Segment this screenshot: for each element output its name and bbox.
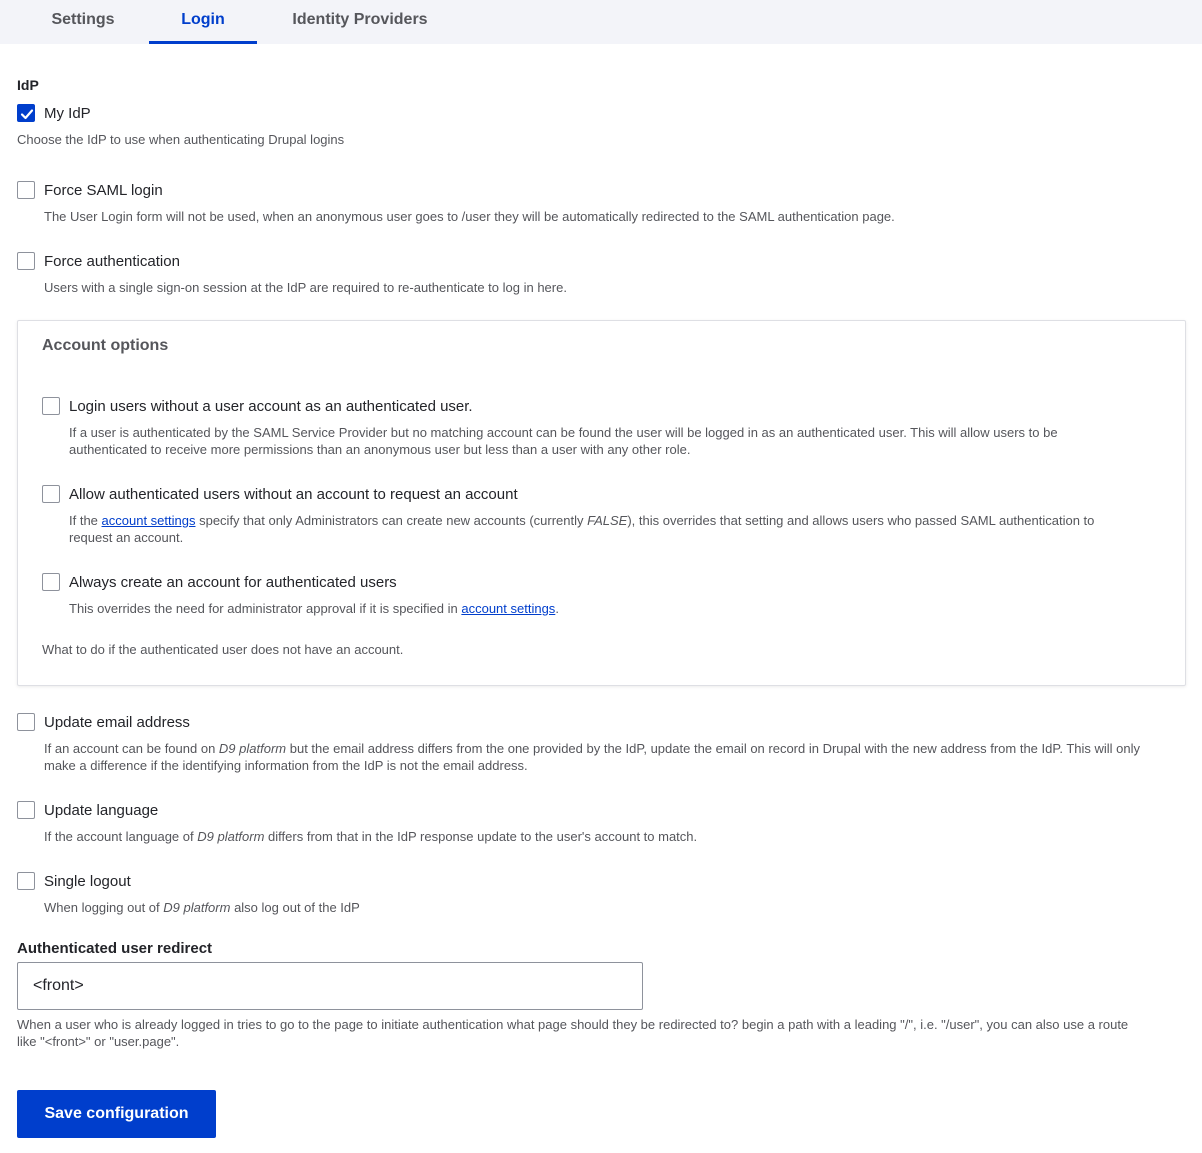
- update-language-label[interactable]: Update language: [44, 802, 159, 819]
- update-language-description: [44, 828, 697, 845]
- checkmark-icon: [20, 107, 34, 121]
- single-logout-description: [44, 899, 360, 916]
- always-create-desc-suffix: .: [555, 601, 559, 616]
- force-saml-checkbox[interactable]: [17, 181, 35, 199]
- force-saml-description: The User Login form will not be used, when an anonymous user goes to /user they will be automatically redirected to the SAML authentication page.: [44, 209, 895, 224]
- tab-bar: [0, 0, 1202, 44]
- single-logout-desc-prefix: When logging out of: [44, 900, 164, 915]
- redirect-label: Authenticated user redirect: [17, 940, 213, 957]
- update-language-desc-prefix: If the account language of: [44, 829, 198, 844]
- update-email-checkbox[interactable]: [17, 713, 35, 731]
- force-saml-label[interactable]: Force SAML login: [44, 182, 163, 199]
- update-email-label[interactable]: Update email address: [44, 714, 190, 731]
- request-account-desc-value: FALSE: [587, 513, 628, 528]
- tab-identity-providers[interactable]: [272, 0, 448, 44]
- update-language-desc-suffix: differs from that in the IdP response update to the user's account to match.: [264, 829, 698, 844]
- always-create-account-label[interactable]: Always create an account for authenticated users: [69, 574, 397, 591]
- single-logout-checkbox[interactable]: [17, 872, 35, 890]
- tab-login-label: Login: [181, 11, 225, 28]
- request-account-desc-suffix: ), this overrides that setting and allows users who passed SAML authentication to: [627, 513, 1095, 528]
- login-without-account-checkbox[interactable]: [42, 397, 60, 415]
- login-without-account-description: [69, 424, 1169, 458]
- request-account-checkbox[interactable]: [42, 485, 60, 503]
- redirect-description-line1: When a user who is already logged in tries to go to the page to initiate authentication what page should they be redirected to? begin a path with a leading "/", i.e. "/user", you can also use a route: [17, 1017, 1129, 1032]
- login-without-account-description-line2: authenticated to receive more permissions than an anonymous user but less than a user with any other role.: [69, 442, 691, 457]
- update-email-desc-site: D9 platform: [218, 741, 287, 756]
- idp-heading: IdP: [17, 77, 39, 93]
- account-settings-link[interactable]: account settings: [101, 513, 196, 528]
- always-create-account-checkbox[interactable]: [42, 573, 60, 591]
- account-options-description: What to do if the authenticated user does not have an account.: [42, 642, 404, 657]
- idp-my-idp-label[interactable]: My IdP: [44, 105, 91, 122]
- idp-my-idp-checkbox[interactable]: [17, 104, 35, 122]
- account-settings-link-2[interactable]: account settings: [461, 601, 556, 616]
- update-language-checkbox[interactable]: [17, 801, 35, 819]
- update-email-desc-prefix: If an account can be found on: [44, 741, 219, 756]
- tab-settings-label: Settings: [51, 11, 115, 28]
- request-account-desc-middle: specify that only Administrators can create new accounts (currently: [195, 513, 588, 528]
- save-configuration-button[interactable]: Save configuration: [17, 1090, 216, 1138]
- login-without-account-description-line1: If a user is authenticated by the SAML Service Provider but no matching account can be found the user will be logged in as an authenticated user. This will allow users to be: [69, 425, 1058, 440]
- single-logout-desc-suffix: also log out of the IdP: [230, 900, 360, 915]
- request-account-label[interactable]: Allow authenticated users without an account to request an account: [69, 486, 518, 503]
- tab-login[interactable]: [149, 0, 257, 44]
- update-email-description-line2: make a difference if the identifying information from the IdP is not the email address.: [44, 758, 528, 773]
- login-without-account-label[interactable]: Login users without a user account as an authenticated user.: [69, 398, 473, 415]
- request-account-description-line2: request an account.: [69, 530, 184, 545]
- request-account-description-line1: [69, 512, 1169, 529]
- force-authentication-description: Users with a single sign-on session at the IdP are required to re-authenticate to log in here.: [44, 280, 567, 295]
- always-create-desc-prefix: This overrides the need for administrator approval if it is specified in: [69, 601, 462, 616]
- redirect-description: [17, 1016, 1192, 1050]
- request-account-description: [69, 512, 1169, 546]
- idp-description: Choose the IdP to use when authenticating Drupal logins: [17, 132, 345, 147]
- always-create-account-description: [69, 600, 559, 617]
- update-email-desc-suffix: but the email address differs from the one provided by the IdP, update the email on record in Drupal with the new address from the IdP. This will only: [286, 741, 1141, 756]
- single-logout-label[interactable]: Single logout: [44, 873, 131, 890]
- update-email-description: [44, 740, 1194, 774]
- redirect-input[interactable]: <front>: [17, 962, 643, 1010]
- single-logout-desc-site: D9 platform: [163, 900, 231, 915]
- tab-identity-providers-label: Identity Providers: [292, 11, 428, 28]
- force-authentication-checkbox[interactable]: [17, 252, 35, 270]
- force-authentication-label[interactable]: Force authentication: [44, 253, 180, 270]
- redirect-description-line2: like "<front>" or "user.page".: [17, 1034, 180, 1049]
- account-options-legend: Account options: [42, 337, 169, 354]
- update-language-desc-site: D9 platform: [197, 829, 265, 844]
- request-account-desc-prefix: If the: [69, 513, 102, 528]
- update-email-description-line1: [44, 740, 1194, 757]
- account-options-fieldset: [17, 320, 1186, 686]
- tab-settings[interactable]: [34, 0, 132, 44]
- active-tab-indicator: [149, 41, 257, 44]
